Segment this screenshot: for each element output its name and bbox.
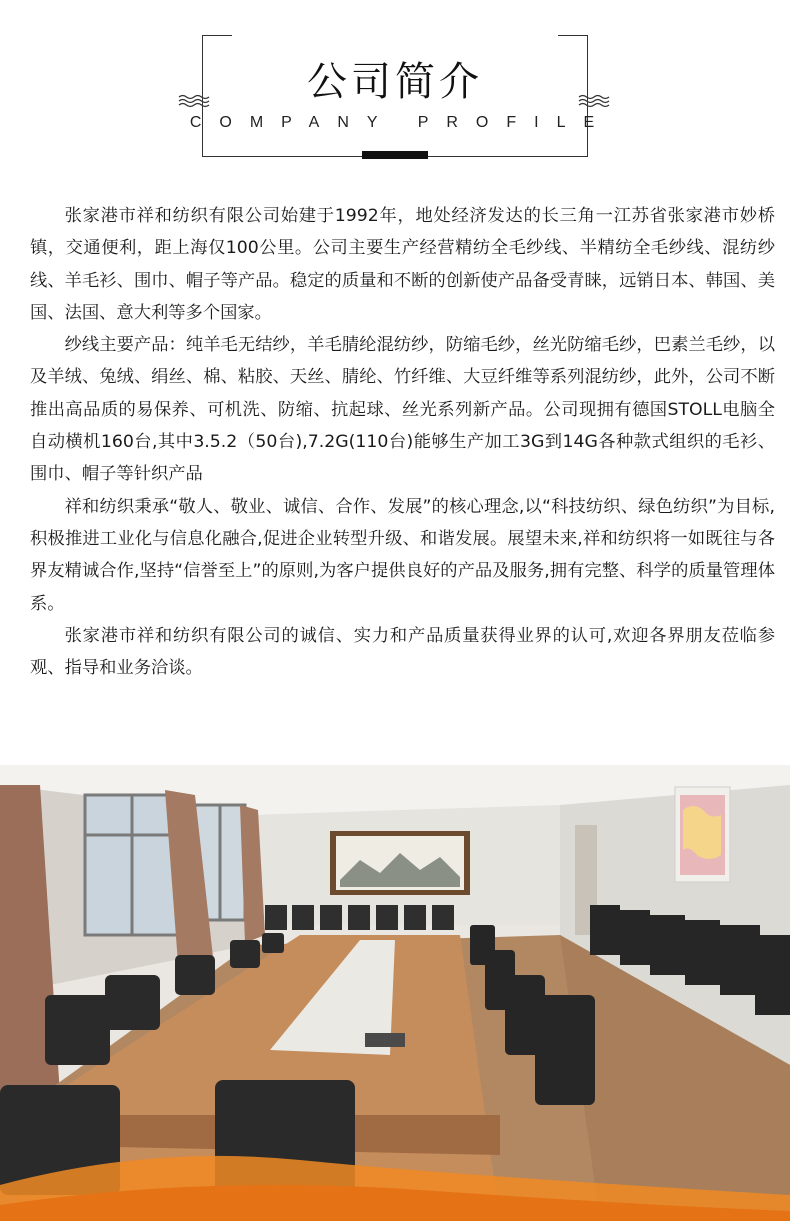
paragraph-intro: 张家港市祥和纺织有限公司始建于1992年，地处经济发达的长三角一江苏省张家港市妙桥镇，交通便利，距上海仅100公里。公司主要生产经营精纺全毛纱线、半精纺全毛纱线、混纺纱线、羊毛衫、围巾、帽子等产品。稳定的质量和不断的创新使产品备受青睐，远销日本、韩国、美国、法国、意大利等多个国家。 [30, 206, 775, 323]
meeting-room-photo [0, 765, 790, 1221]
paragraph-welcome: 张家港市祥和纺织有限公司的诚信、实力和产品质量获得业界的认可,欢迎各界朋友莅临参观、指导和业务洽谈。 [30, 625, 775, 679]
page-subtitle: COMPANY PROFILE [189, 114, 613, 131]
page-title: 公司简介 [307, 59, 483, 105]
company-description [30, 200, 775, 684]
wave-left-icon [178, 94, 210, 108]
meeting-room-illustration [0, 765, 790, 1221]
frame-top-right-edge [558, 35, 588, 36]
wave-right-icon [578, 94, 610, 108]
header [0, 0, 790, 190]
frame-top-left-edge [202, 35, 232, 36]
accent-bar [362, 151, 428, 159]
paragraph-philosophy: 祥和纺织秉承“敬人、敬业、诚信、合作、发展”的核心理念,以“科技纺织、绿色纺织”为目标,积极推进工业化与信息化融合,促进企业转型升级、和谐发展。展望未来,祥和纺织将一如既往与各界友精诚合作,坚持“信誉至上”的原则,为客户提供良好的产品及服务,拥有完整、科学的质量管理体系。 [30, 496, 775, 614]
paragraph-products: 纱线主要产品：纯羊毛无结纱，羊毛腈纶混纺纱，防缩毛纱，丝光防缩毛纱，巴素兰毛纱，以及羊绒、兔绒、绢丝、棉、粘胶、天丝、腈纶、竹纤维、大豆纤维等系列混纺纱，此外，公司不断推出高品质的易保养、可机洗、防缩、抗起球、丝光系列新产品。公司现拥有德国STOLL电脑全自动横机160台,其中3.5.2（50台),7.2G(110台)能够生产加工3G到14G各种款式组织的毛衫、围巾、帽子等针织产品 [30, 335, 775, 485]
